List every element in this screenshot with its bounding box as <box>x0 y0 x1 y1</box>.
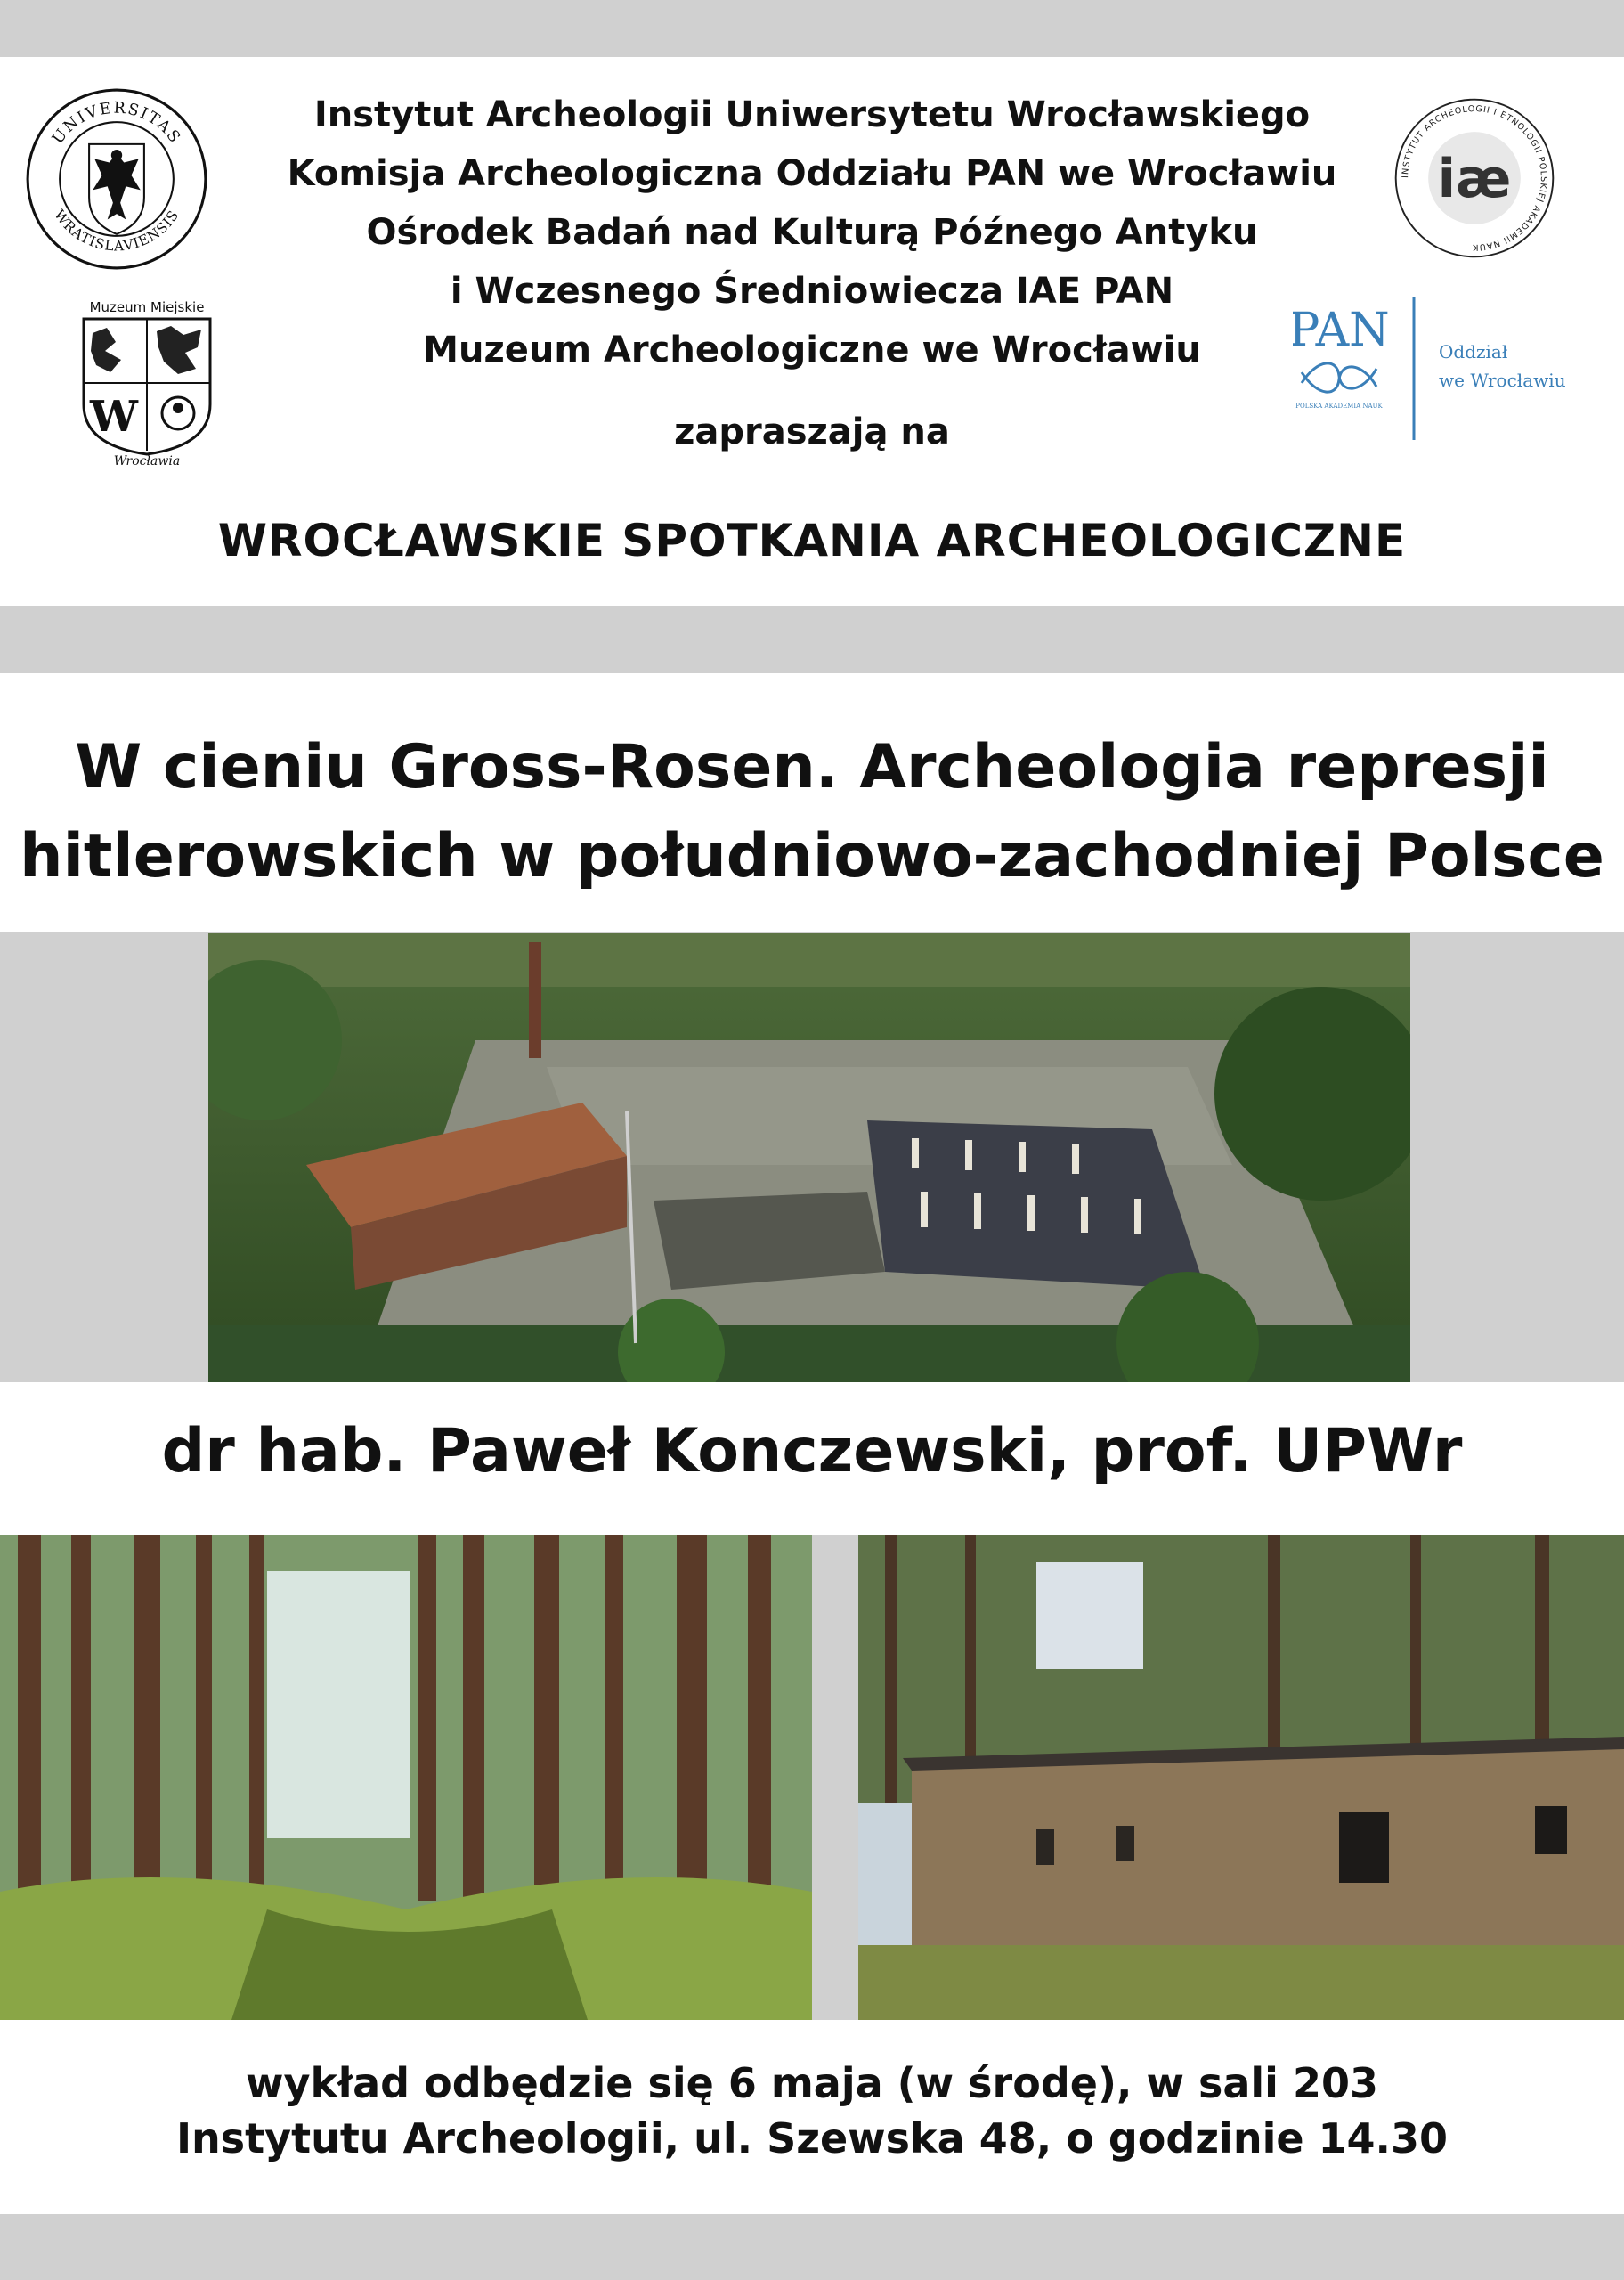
pine-forest-photo <box>0 1535 812 2020</box>
pan-subtitle: POLSKA AKADEMIA NAUK <box>1295 403 1383 410</box>
organizer-line: i Wczesnego Średniowiecza IAE PAN <box>450 271 1174 312</box>
series-title: WROCŁAWSKIE SPOTKANIA ARCHEOLOGICZNE <box>217 515 1407 566</box>
brick-barrack <box>903 1737 1624 1954</box>
pan-line1: Oddział <box>1439 341 1508 362</box>
organizer-line: Muzeum Archeologiczne we Wrocławiu <box>423 330 1201 370</box>
lecture-title-line2: hitlerowskich w południowo-zachodniej Polsce <box>20 821 1604 892</box>
event-details <box>0 2056 1624 2166</box>
iae-mark: iæ <box>1437 149 1512 211</box>
university-ring-top-text: UNIVERSITAS <box>49 99 184 148</box>
pan-mark: PAN <box>1293 304 1390 357</box>
svg-text:W: W <box>90 392 138 442</box>
sawtooth-hall <box>867 1120 1206 1290</box>
chimney <box>529 942 541 1058</box>
organizers-block <box>0 86 1624 379</box>
lecture-title-line1: W cieniu Gross-Rosen. Archeologia represji <box>75 732 1549 802</box>
museum-logo-bottom-text: Wrocławia <box>113 454 181 467</box>
barrack-ruin-photo <box>858 1535 1624 2020</box>
pan-line2: we Wrocławiu <box>1439 370 1566 391</box>
speaker-name: dr hab. Paweł Konczewski, prof. UPWr <box>161 1416 1463 1486</box>
invite-text: zapraszają na <box>674 411 950 452</box>
university-ring-bottom-text: WRATISLAVIENSIS <box>51 207 183 255</box>
event-details-line1: wykład odbędzie się 6 maja (w środę), w sali 203 <box>246 2059 1378 2107</box>
organizer-line: Ośrodek Badań nad Kulturą Późnego Antyku <box>366 212 1258 253</box>
organizer-line: Komisja Archeologiczna Oddziału PAN we Wrocławiu <box>287 153 1337 194</box>
event-details-line2: Instytutu Archeologii, ul. Szewska 48, o godzinie 14.30 <box>175 2114 1449 2162</box>
organizer-line: Instytut Archeologii Uniwersytetu Wrocławskiego <box>313 94 1311 135</box>
museum-logo-top-text: Muzeum Miejskie <box>89 299 205 315</box>
aerial-factory-photo <box>208 933 1410 1382</box>
lecture-title <box>0 723 1624 901</box>
iae-ring-text: INSTYTUT ARCHEOLOGII I ETNOLOGII POLSKIEJ AKADEMII NAUK <box>1401 104 1548 252</box>
